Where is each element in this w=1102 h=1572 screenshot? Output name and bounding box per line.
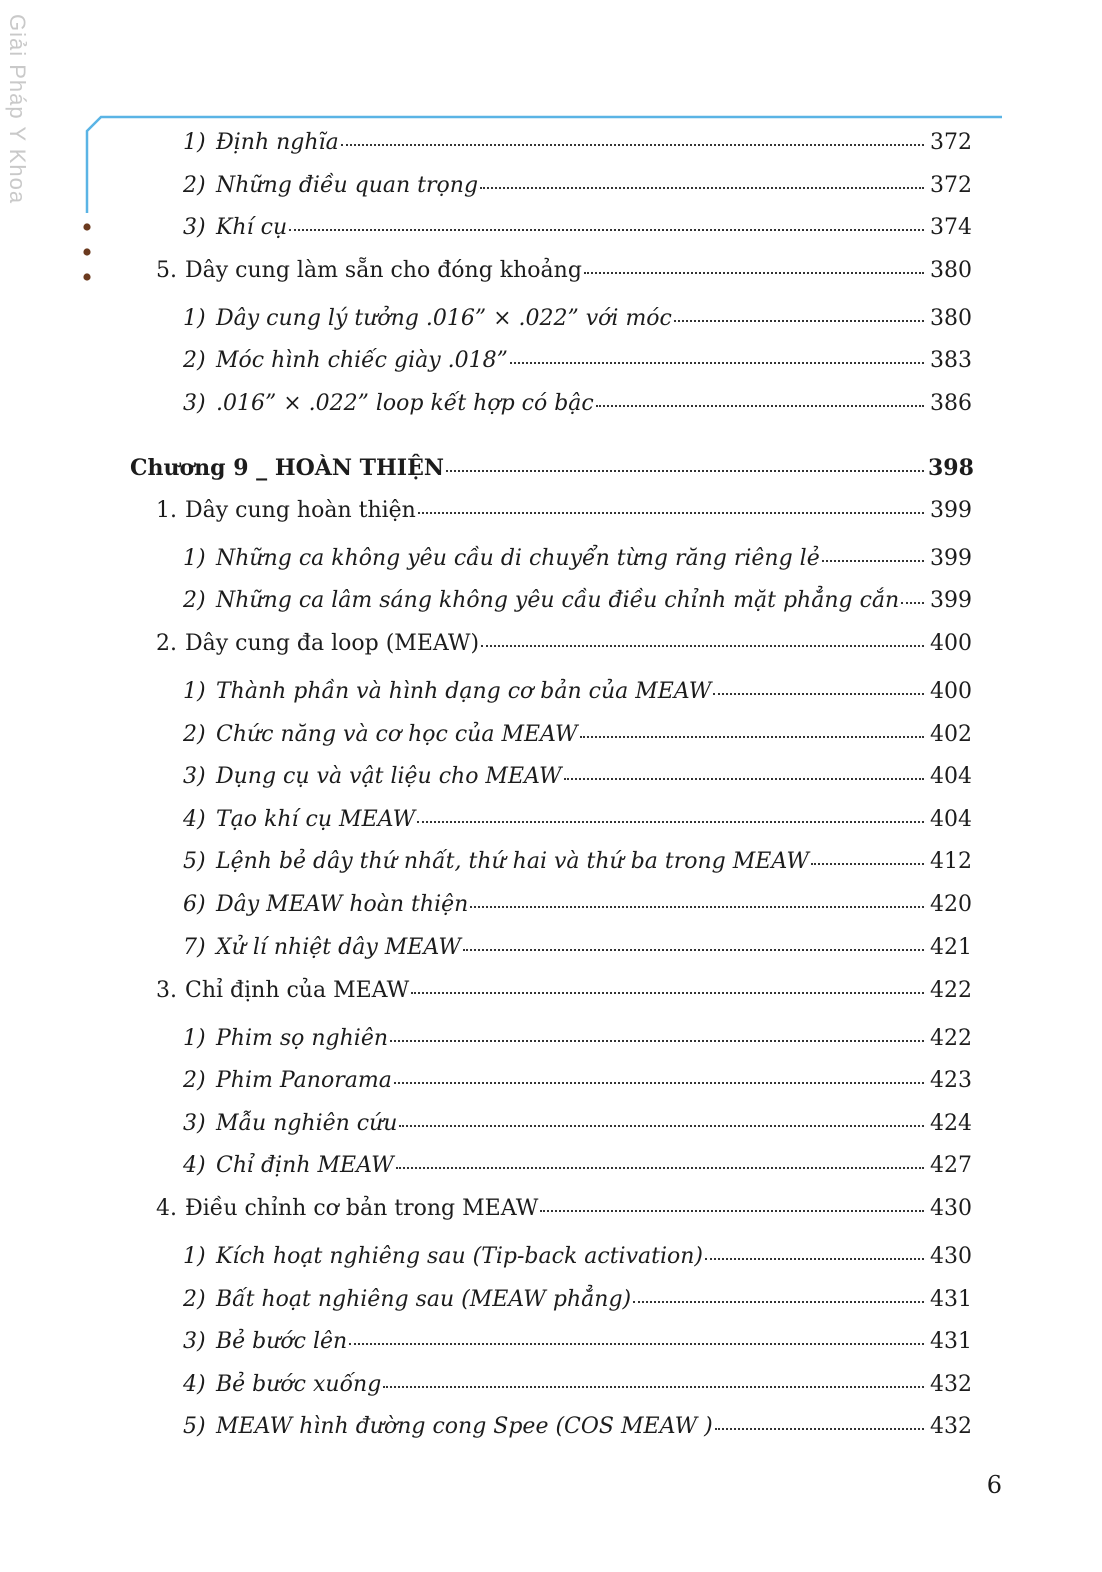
toc-entry-number: 1)	[183, 130, 206, 155]
toc-entry-number: 1)	[183, 679, 206, 704]
toc-entry[interactable]	[183, 587, 972, 615]
toc-entry-number: 3)	[183, 1111, 206, 1136]
toc-entry-page: 400	[930, 631, 972, 656]
toc-entry-page: 374	[930, 215, 972, 240]
toc-entry[interactable]	[156, 257, 972, 285]
toc-entry[interactable]	[183, 721, 972, 749]
dot-leader	[349, 1342, 924, 1345]
page-number: 6	[986, 1471, 1002, 1499]
toc-entry-number: 3)	[183, 1329, 206, 1354]
toc-entry-page: 420	[930, 892, 972, 917]
toc-entry-number: 2)	[183, 722, 206, 747]
toc-entry-page: 427	[930, 1153, 972, 1178]
toc-entry-page: 386	[930, 391, 972, 416]
toc-entry-page: 412	[930, 849, 972, 874]
toc-entry-number: 2)	[183, 1068, 206, 1093]
dot-leader	[418, 511, 924, 514]
toc-entry-page: 422	[930, 1026, 972, 1051]
toc-entry-number: 5)	[183, 1414, 206, 1439]
toc-entry[interactable]	[183, 848, 972, 876]
toc-entry-number: 3.	[156, 978, 177, 1003]
toc-entry-title: Dây cung đa loop (MEAW)	[185, 631, 480, 656]
toc-entry-page: 432	[930, 1372, 972, 1397]
toc-entry-number: 2)	[183, 173, 206, 198]
toc-entry-number: 1)	[183, 1026, 206, 1051]
toc-entry-title: Những ca không yêu cầu di chuyển từng răng riêng lẻ	[216, 546, 820, 571]
toc-entry-number: 5)	[183, 849, 206, 874]
toc-entry[interactable]	[183, 1025, 972, 1053]
toc-entry-title: MEAW hình đường cong Spee (COS MEAW )	[216, 1414, 713, 1439]
toc-entry-page: 422	[930, 978, 972, 1003]
toc-entry-title: Phim Panorama	[216, 1068, 392, 1093]
toc-entry[interactable]	[183, 1371, 972, 1399]
dot-leader	[399, 1124, 924, 1127]
toc-entry-page: 380	[930, 306, 972, 331]
toc-entry[interactable]	[183, 214, 972, 242]
toc-entry-title: Dây cung hoàn thiện	[185, 498, 416, 523]
toc-entry[interactable]	[156, 497, 972, 525]
dot-leader	[633, 1300, 924, 1303]
toc-entry-title: Bẻ bước xuống	[216, 1372, 382, 1397]
toc-entry[interactable]	[156, 977, 972, 1005]
dot-leader	[540, 1209, 924, 1212]
dot-leader	[596, 404, 924, 407]
toc-entry[interactable]	[183, 1067, 972, 1095]
toc-entry-page: 431	[930, 1329, 972, 1354]
toc-entry-number: 3)	[183, 391, 206, 416]
dot-leader	[289, 228, 924, 231]
toc-entry[interactable]	[183, 305, 972, 333]
dot-leader	[341, 143, 924, 146]
toc-entry-title: Thành phần và hình dạng cơ bản của MEAW	[216, 679, 712, 704]
toc-entry-number: 5.	[156, 258, 177, 283]
toc-entry-page: 402	[930, 722, 972, 747]
dot-leader	[411, 991, 924, 994]
toc-entry-page: 380	[930, 258, 972, 283]
toc-entry-title: Những ca lâm sáng không yêu cầu điều chỉnh mặt phẳng cắn	[216, 588, 900, 613]
toc-entry[interactable]	[183, 763, 972, 791]
toc-entry[interactable]	[156, 1195, 972, 1223]
toc-entry-title: Chức năng và cơ học của MEAW	[216, 722, 578, 747]
toc-entry-number: 1)	[183, 1244, 206, 1269]
dot-leader	[584, 271, 924, 274]
toc-entry-page: 423	[930, 1068, 972, 1093]
toc-entry-title: Định nghĩa	[216, 130, 339, 155]
toc-entry[interactable]	[183, 172, 972, 200]
dot-leader	[390, 1039, 924, 1042]
toc-entry-page: 432	[930, 1414, 972, 1439]
dot-leader	[713, 692, 924, 695]
toc-entry-title: Dây cung làm sẵn cho đóng khoảng	[185, 258, 582, 283]
toc-entry[interactable]	[183, 678, 972, 706]
toc-entry[interactable]	[183, 390, 972, 418]
toc-entry-page: 400	[930, 679, 972, 704]
toc-entry-page: 421	[930, 935, 972, 960]
toc-entry-number: 1)	[183, 306, 206, 331]
toc-entry-title: Tạo khí cụ MEAW	[216, 807, 416, 832]
toc-entry[interactable]	[183, 806, 972, 834]
dot-leader	[396, 1166, 924, 1169]
toc-entry-page: 430	[930, 1244, 972, 1269]
toc-entry-title: Kích hoạt nghiêng sau (Tip-back activation)	[216, 1244, 703, 1269]
toc-entry-title: Dây MEAW hoàn thiện	[216, 892, 469, 917]
toc-entry-number: 3)	[183, 215, 206, 240]
toc-entry-page: 398	[928, 455, 974, 481]
toc-entry-title: Xử lí nhiệt dây MEAW	[216, 935, 461, 960]
toc-entry-title: Lệnh bẻ dây thứ nhất, thứ hai và thứ ba trong MEAW	[216, 849, 809, 874]
toc-entry[interactable]	[183, 1152, 972, 1180]
toc-entry[interactable]	[183, 1243, 972, 1271]
dot-leader	[901, 601, 924, 604]
toc-entry-page: 399	[930, 498, 972, 523]
toc-entry-title: Mẫu nghiên cứu	[216, 1111, 398, 1136]
dot-leader	[564, 777, 924, 780]
toc-entry-title: Dụng cụ và vật liệu cho MEAW	[216, 764, 562, 789]
toc-entry[interactable]	[183, 891, 972, 919]
toc-entry-title: Dây cung lý tưởng .016” × .022” với móc	[216, 306, 672, 331]
side-book-title: Giải Pháp Y Khoa	[5, 14, 30, 205]
toc-entry-title: Điều chỉnh cơ bản trong MEAW	[185, 1196, 539, 1221]
dot-leader	[705, 1257, 924, 1260]
toc-entry-page: 430	[930, 1196, 972, 1221]
toc-entry-page: 383	[930, 348, 972, 373]
toc-entry-page: 404	[930, 764, 972, 789]
toc-entry-title: Bất hoạt nghiêng sau (MEAW phẳng)	[216, 1287, 632, 1312]
dot-leader	[715, 1427, 924, 1430]
dot-leader	[417, 820, 924, 823]
toc-entry-title: .016” × .022” loop kết hợp có bậc	[216, 391, 594, 416]
toc-entry-number: 4)	[183, 807, 206, 832]
toc-entry[interactable]	[183, 1110, 972, 1138]
toc-entry[interactable]	[183, 129, 972, 157]
toc-entry-number: 2.	[156, 631, 177, 656]
toc-entry-number: 4)	[183, 1153, 206, 1178]
toc-chapter-entry[interactable]	[130, 454, 972, 482]
toc-entry-page: 372	[930, 173, 972, 198]
toc-entry-title: Khí cụ	[216, 215, 288, 240]
toc-entry-number: 4)	[183, 1372, 206, 1397]
toc-entry-title: Móc hình chiếc giày .018”	[216, 348, 508, 373]
dot-leader	[822, 559, 924, 562]
toc-entry[interactable]	[183, 1328, 972, 1356]
dot-leader	[383, 1385, 924, 1388]
toc-entry[interactable]	[183, 1413, 972, 1441]
toc-entry[interactable]	[183, 934, 972, 962]
dot-leader	[463, 948, 924, 951]
toc-entry-title: Phim sọ nghiên	[216, 1026, 389, 1051]
toc-entry-page: 424	[930, 1111, 972, 1136]
toc-entry-number: 2)	[183, 348, 206, 373]
toc-entry-title: Chỉ định của MEAW	[185, 978, 410, 1003]
toc-entry-number: 2)	[183, 588, 206, 613]
toc-entry-page: 399	[930, 546, 972, 571]
toc-entry-number: 6)	[183, 892, 206, 917]
toc-entry-page: 372	[930, 130, 972, 155]
dot-leader	[811, 862, 924, 865]
toc-entry-page: 404	[930, 807, 972, 832]
toc-entry-number: 4.	[156, 1196, 177, 1221]
dot-leader	[674, 319, 924, 322]
dot-leader	[481, 644, 924, 647]
dot-leader	[470, 905, 924, 908]
toc-entry[interactable]	[183, 347, 972, 375]
toc-entry-title: Chỉ định MEAW	[216, 1153, 394, 1178]
toc-entry-number: 1)	[183, 546, 206, 571]
dot-leader	[394, 1081, 924, 1084]
toc-entry-number: 3)	[183, 764, 206, 789]
toc-entry[interactable]	[183, 1286, 972, 1314]
toc-entry-page: 431	[930, 1287, 972, 1312]
toc-entry-page: 399	[930, 588, 972, 613]
toc-entry-title: Chương 9 _ HOÀN THIỆN	[130, 455, 444, 481]
dot-leader	[480, 186, 924, 189]
dot-leader	[580, 735, 924, 738]
toc-entry-number: 2)	[183, 1287, 206, 1312]
toc-entry-title: Bẻ bước lên	[216, 1329, 348, 1354]
toc-entry-number: 1.	[156, 498, 177, 523]
toc-entry[interactable]	[156, 630, 972, 658]
toc-entry-title: Những điều quan trọng	[216, 173, 479, 198]
dot-leader	[446, 469, 924, 472]
toc-entry-number: 7)	[183, 935, 206, 960]
toc-entry[interactable]	[183, 545, 972, 573]
dot-leader	[510, 361, 924, 364]
